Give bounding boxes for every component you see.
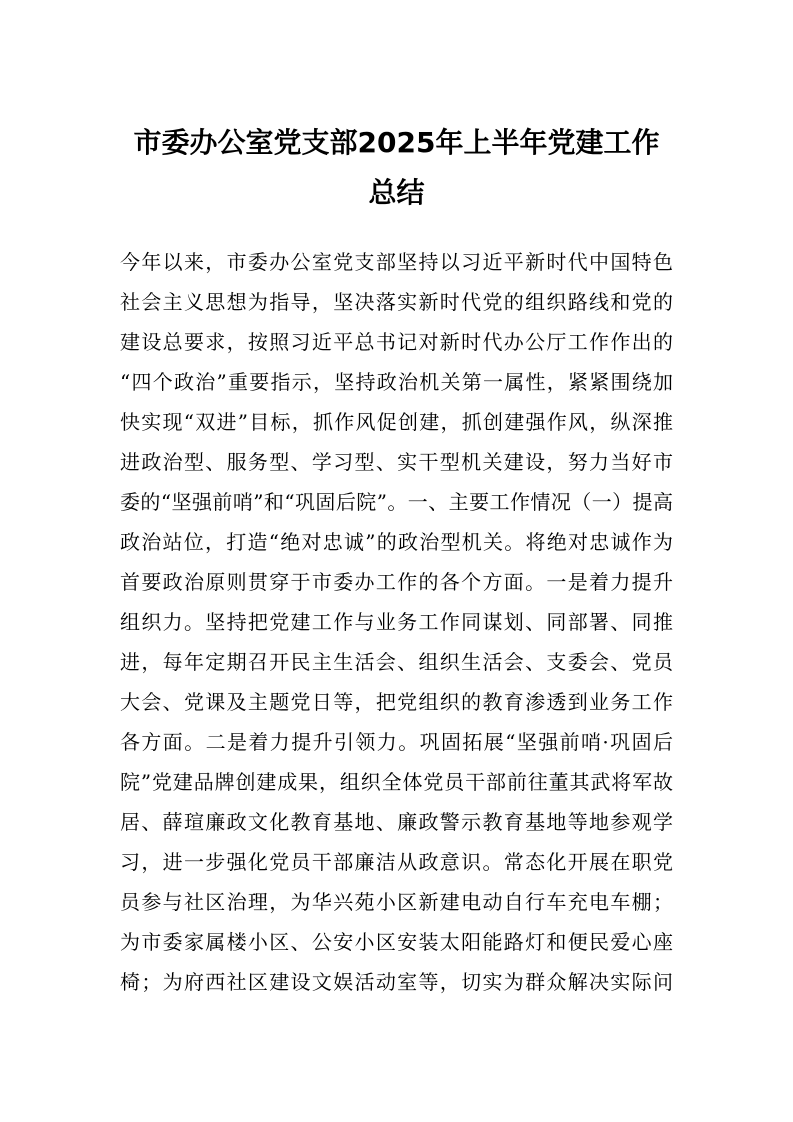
body-line: 首要政治原则贯穿于市委办工作的各个方面。一是着力提升 xyxy=(120,570,673,594)
body-line: 政治站位，打造“绝对忠诚”的政治型机关。将绝对忠诚作为 xyxy=(120,530,673,554)
body-line: 员参与社区治理，为华兴苑小区新建电动自行车充电车棚； xyxy=(120,890,673,914)
body-line: 椅；为府西社区建设文娱活动室等，切实为群众解决实际问 xyxy=(120,970,673,994)
body-line: 进，每年定期召开民主生活会、组织生活会、支委会、党员 xyxy=(120,650,673,674)
body-line: 居、薛瑄廉政文化教育基地、廉政警示教育基地等地参观学 xyxy=(120,810,673,834)
body-line: 社会主义思想为指导，坚决落实新时代党的组织路线和党的 xyxy=(120,290,673,314)
body-line: 组织力。坚持把党建工作与业务工作同谋划、同部署、同推 xyxy=(120,610,673,634)
body-line: 院”党建品牌创建成果，组织全体党员干部前往董其武将军故 xyxy=(120,770,673,794)
document-title-line-2: 总结 xyxy=(368,176,425,209)
body-line: 委的“坚强前哨”和“巩固后院”。一、主要工作情况（一）提高 xyxy=(120,490,673,514)
body-line: 为市委家属楼小区、公安小区安装太阳能路灯和便民爱心座 xyxy=(120,930,673,954)
body-line: 今年以来，市委办公室党支部坚持以习近平新时代中国特色 xyxy=(120,250,673,274)
body-line: 各方面。二是着力提升引领力。巩固拓展“坚强前哨·巩固后 xyxy=(120,730,673,754)
document-title-line-1: 市委办公室党支部2025年上半年党建工作 xyxy=(133,126,660,159)
body-line: 快实现“双进”目标，抓作风促创建，抓创建强作风，纵深推 xyxy=(120,410,673,434)
body-line: “四个政治”重要指示，坚持政治机关第一属性，紧紧围绕加 xyxy=(120,370,673,394)
body-line: 大会、党课及主题党日等，把党组织的教育渗透到业务工作 xyxy=(120,690,673,714)
body-line: 习，进一步强化党员干部廉洁从政意识。常态化开展在职党 xyxy=(120,850,673,874)
body-line: 进政治型、服务型、学习型、实干型机关建设，努力当好市 xyxy=(120,450,673,474)
body-line: 建设总要求，按照习近平总书记对新时代办公厅工作作出的 xyxy=(120,330,673,354)
